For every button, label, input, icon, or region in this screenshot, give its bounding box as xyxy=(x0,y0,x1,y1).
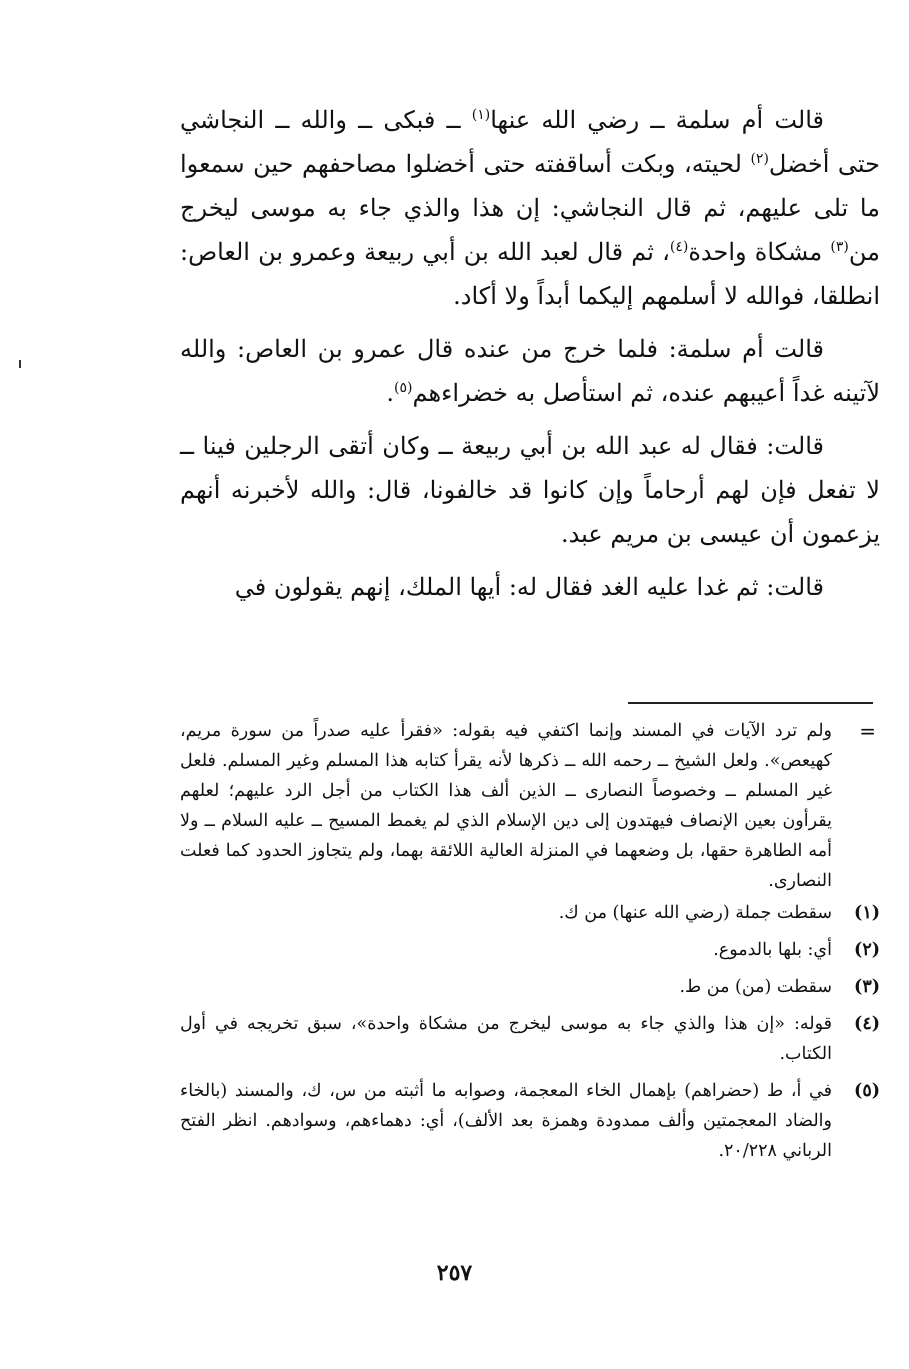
footnote-reference: (١) xyxy=(471,107,491,123)
footnote-list xyxy=(180,898,880,1166)
footnote-item xyxy=(180,935,880,965)
footnote-item xyxy=(180,972,880,1002)
main-text-body xyxy=(180,98,880,618)
footnote-item xyxy=(180,1076,880,1166)
footnote-number: (٣) xyxy=(854,977,880,997)
footnote-number: (٤) xyxy=(854,1014,880,1034)
paragraph-text: ــ فبكى ــ والله ــ النجاشي حتى أخضل xyxy=(180,106,881,178)
paragraph-text: مشكاة واحدة xyxy=(688,238,831,266)
paragraph-text: قالت: فقال له عبد الله بن أبي ربيعة ــ وكان أتقى الرجلين فينا ــ لا تفعل فإن لهم أرحاماً وإن كانوا قد خالفونا، قال: والله لأخبرنه أنهم يزعمون أن عيسى بن مريم عبد. xyxy=(180,432,880,548)
paragraph-text: قالت أم سلمة ــ رضي الله عنها xyxy=(490,106,824,134)
paragraph-text: . xyxy=(386,379,395,407)
main-paragraph xyxy=(180,565,880,609)
footnote-continuation xyxy=(180,716,880,896)
main-paragraph xyxy=(180,98,880,318)
main-paragraph xyxy=(180,327,880,415)
footnote-reference: (٣) xyxy=(830,239,849,255)
footnotes-section xyxy=(180,716,880,1173)
footnote-text: سقطت جملة (رضي الله عنها) من ك. xyxy=(558,903,832,923)
continuation-mark: = xyxy=(859,719,876,743)
paragraph-text: قالت: ثم غدا عليه الغد فقال له: أيها الملك، إنهم يقولون في xyxy=(234,573,824,601)
footnote-reference: (٤) xyxy=(669,239,689,255)
footnote-number: (٥) xyxy=(854,1081,880,1101)
main-paragraph xyxy=(180,424,880,556)
paragraph-text: لحيته، وبكت أساقفته حتى أخضلوا مصاحفهم حين سمعوا ما تلى عليهم، ثم قال النجاشي: إن هذا والذي جاء به موسى ليخرج من xyxy=(180,150,880,266)
stray-ink-mark xyxy=(19,360,21,368)
footnote-number: (١) xyxy=(854,903,880,923)
footnote-item xyxy=(180,1009,880,1069)
footnote-text: سقطت (من) من ط. xyxy=(679,977,832,997)
footnote-reference: (٢) xyxy=(750,151,769,167)
footnote-text: في أ، ط (حضراهم) بإهمال الخاء المعجمة، وصوابه ما أثبته من س، ك، والمسند (بالخاء والضاد المعجمتين وألف ممدودة وهمزة بعد الألف)، أي: دهماءهم، وسوادهم. انظر الفتح الرباني ٢٠/٢٢٨. xyxy=(180,1081,832,1161)
page-number: ٢٥٧ xyxy=(436,1260,473,1286)
footnote-separator xyxy=(628,702,873,704)
footnote-continuation-text: ولم ترد الآيات في المسند وإنما اكتفي فيه بقوله: «فقرأ عليه صدراً من سورة مريم، كهيعص». ولعل الشيخ ــ رحمه الله ــ ذكرها لأنه يقرأ كتابه هذا المسلم وغير المسلم. فلعل غير المسلم ــ وخصوصاً النصارى ــ الذين ألف هذا الكتاب من أجل الرد عليهم؛ لعلهم يقرأون بعين الإنصاف فيهتدون إلى دين الإسلام الذي لم يغمط المسيح ــ عليه السلام ــ ولا أمه الطاهرة حقها، بل وضعهما في المنزلة العالية اللائقة بهما، ولم يتجاوز الحدود كما فعلت النصارى. xyxy=(180,721,832,891)
paragraph-text: قالت أم سلمة: فلما خرج من عنده قال عمرو بن العاص: والله لآتينه غداً أعيبهم عنده، ثم استأصل به خضراءهم xyxy=(180,335,880,407)
footnote-number: (٢) xyxy=(854,940,880,960)
footnote-text: قوله: «إن هذا والذي جاء به موسى ليخرج من مشكاة واحدة»، سبق تخريجه في أول الكتاب. xyxy=(180,1014,832,1064)
footnote-item xyxy=(180,898,880,928)
paragraph-text: ، ثم قال لعبد الله بن أبي ربيعة وعمرو بن العاص: انطلقا، فوالله لا أسلمهم إليكما أبداً ولا أكاد. xyxy=(180,238,880,310)
footnote-text: أي: بلها بالدموع. xyxy=(713,940,832,960)
footnote-reference: (٥) xyxy=(394,380,413,396)
